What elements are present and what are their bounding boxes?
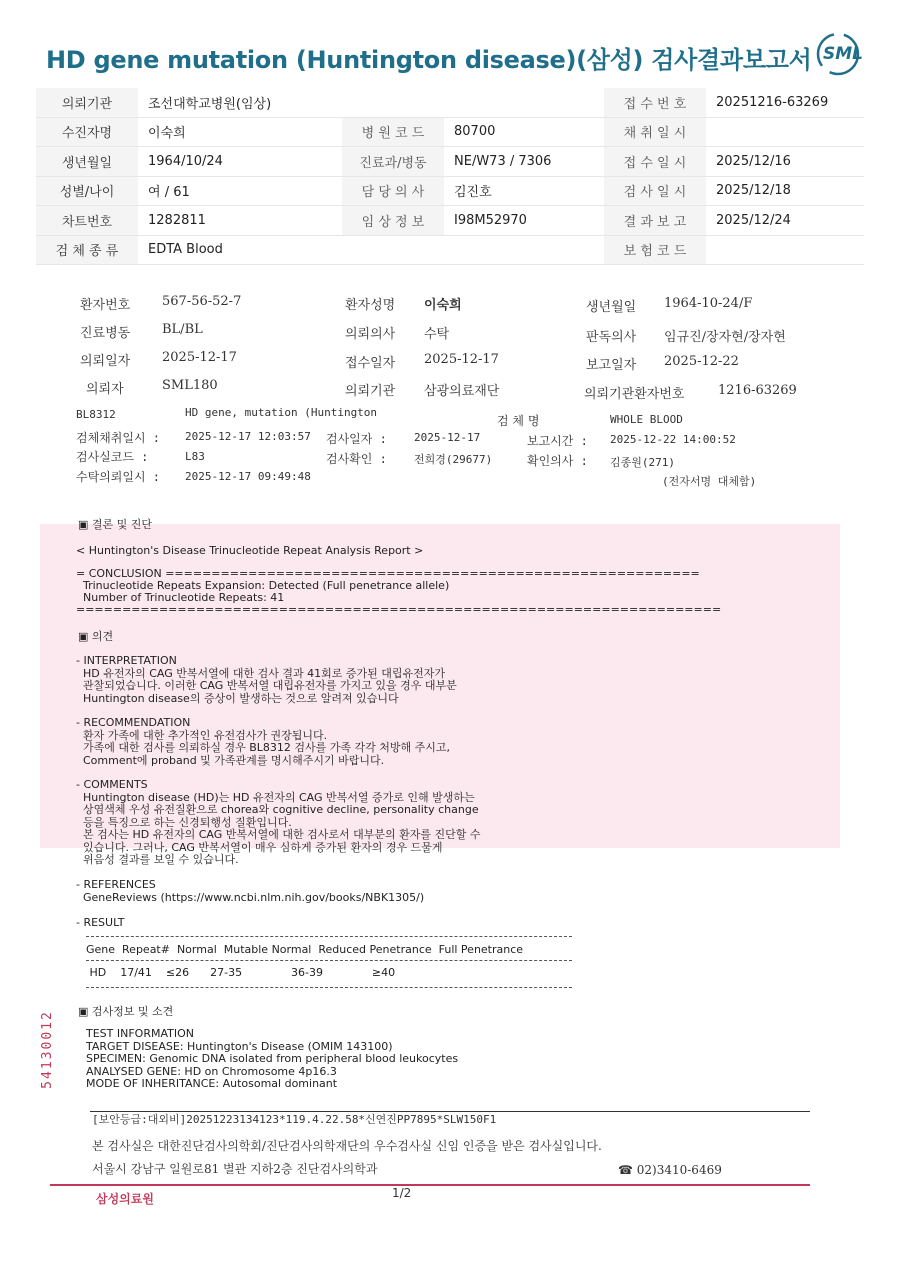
info-label [342,235,444,265]
info-row [36,117,864,147]
req-org-label: 의뢰기관 [345,384,396,399]
logo-text: SML [823,44,863,64]
hospital-name: 삼성의료원 [96,1192,154,1206]
test-date-label: 검사일자 : [326,432,387,446]
dob-label: 생년월일 [586,300,637,315]
room: L83 [185,450,205,463]
info-table [36,88,864,265]
info-label: 접 수 번 호 [604,88,706,117]
info-label [342,88,444,117]
info-label: 임 상 정 보 [342,206,444,236]
req-org: 삼광의료재단 [424,384,500,399]
info-row [36,235,864,265]
info-label: 생년월일 [36,147,138,177]
info-value: 80700 [444,117,604,147]
info-value: I98M52970 [444,206,604,236]
outsource: 2025-12-17 09:49:48 [185,470,311,483]
info-value: 김진호 [444,176,604,206]
info-label: 의뢰기관 [36,88,138,117]
report-subtitle: < Huntington's Disease Trinucleotide Repeat Analysis Report > [76,544,424,557]
info-value: EDTA Blood [138,235,342,265]
outsource-label: 수탁의뢰일시 : [76,470,161,484]
info-value: 여 / 61 [138,176,342,206]
collect-label: 검체채취일시 : [76,431,161,445]
result-rule-mid [86,960,572,961]
info-value: NE/W73 / 7306 [444,147,604,177]
info-row [36,147,864,177]
info-label: 검 체 종 류 [36,235,138,265]
patient-name: 이숙희 [424,298,462,313]
info-value: 2025/12/24 [706,206,864,236]
req-date: 2025-12-17 [162,350,237,365]
room-label: 검사실코드 : [76,450,149,464]
info-label: 수진자명 [36,117,138,147]
info-label: 담 당 의 사 [342,176,444,206]
rcv-date-label: 접수일자 [345,356,396,371]
info-label: 보 험 코 드 [604,235,706,265]
org-patient-no-label: 의뢰기관환자번호 [584,387,685,402]
result-header: Gene Repeat# Normal Mutable Normal Reduced Penetrance Full Penetrance [86,943,524,956]
confirm-doc: 김종원(271) [610,456,675,469]
section-conclusion-heading: ▣ 결론 및 진단 [78,518,153,531]
rpt-date: 2025-12-22 [664,354,739,369]
info-value: 1282811 [138,206,342,236]
info-row [36,176,864,206]
rpt-date-label: 보고일자 [586,358,637,373]
info-value [444,235,604,265]
specimen: WHOLE BLOOD [610,413,683,426]
info-value: 조선대학교병원(임상) [138,88,342,117]
specimen-label: 검 체 명 [497,414,540,428]
info-value [706,117,864,147]
certification-text: 본 검사실은 대한진단검사의학회/진단검사의학재단의 우수검사실 신임 인증을 받은 검사실입니다. [92,1139,602,1153]
confirm: 전희경(29677) [414,453,493,466]
info-label: 차트번호 [36,206,138,236]
result-rule-bottom [86,987,572,988]
vertical-barcode-number: 54130012 [39,1010,55,1089]
info-value [444,88,604,117]
report-time-label: 보고시간 : [527,434,588,448]
report-time: 2025-12-22 14:00:52 [610,433,736,446]
ward: BL/BL [162,322,203,337]
info-value: 2025/12/18 [706,176,864,206]
req-date-label: 의뢰일자 [80,354,131,369]
test-date: 2025-12-17 [414,431,481,444]
rcv-date: 2025-12-17 [424,352,499,367]
section-testinfo-heading: ▣ 검사정보 및 소견 [78,1005,174,1018]
test-code: BL8312 [76,408,116,421]
confirm-doc-label: 확인의사 : [527,454,588,468]
security-line: [보안등급:대외비]20251223134123*119.4.22.58*신연진PP7895*SLW150F1 [92,1113,497,1126]
info-label: 진료과/병동 [342,147,444,177]
test-info-block: TEST INFORMATION TARGET DISEASE: Huntington's Disease (OMIM 143100) SPECIMEN: Genomic DNA isolated from peripheral blood leukocytes ANALYSED GENE: HD on Chromosome 4p16.3 MODE OF INHERITANCE: Autosomal dominant [86,1027,459,1090]
patient-name-label: 환자성명 [345,298,396,313]
dob: 1964-10-24/F [664,296,753,311]
patient-no: 567-56-52-7 [162,294,242,309]
info-row [36,206,864,236]
info-value: 2025/12/16 [706,147,864,177]
org-patient-no: 1216-63269 [718,383,797,398]
page-number: 1/2 [392,1186,412,1200]
info-value: 이숙희 [138,117,342,147]
requester: SML180 [162,378,218,393]
ward-label: 진료병동 [80,326,131,341]
info-value: 1964/10/24 [138,147,342,177]
info-value: 20251216-63269 [706,88,864,117]
req-doctor-label: 의뢰의사 [345,327,396,342]
test-name: HD gene, mutation (Huntington [185,406,378,419]
report-title: HD gene mutation (Huntington disease)(삼성) 검사결과보고서 [46,46,812,74]
info-label: 결 과 보 고 [604,206,706,236]
result-rule-top [86,936,572,937]
phone-text: ☎ 02)3410-6469 [618,1163,722,1177]
conclusion-block: = CONCLUSION ========================================================== Trinucleotide Repeats Expansion: Detected (Full penetrance allele) Number of Trinucleotide Repeats: 41 ====================================================================== [76,567,722,616]
recommendation-block: - RECOMMENDATION 환자 가족에 대한 추가적인 유전검사가 권장됩니다. 가족에 대한 검사를 의뢰하실 경우 BL8312 검사를 가족 각각 처방해 주시고, Comment에 proband 및 가족관계를 명시해주시기 바랍니다. [76,716,451,767]
result-row: HD 17/41 ≤26 27-35 36-39 ≥40 [86,966,396,979]
info-label: 병 원 코 드 [342,117,444,147]
collect: 2025-12-17 12:03:57 [185,430,311,443]
info-label: 접 수 일 시 [604,147,706,177]
info-value [706,235,864,265]
interpretation-block: - INTERPRETATION HD 유전자의 CAG 반복서열에 대한 검사 결과 41회로 증가된 대립유전자가 관찰되었습니다. 이러한 CAG 반복서열 대립유전자를 가지고 있을 경우 대부분 Huntington disease의 증상이 발생하는 것으로 알려져 있습니다 [76,654,457,705]
footer-red-rule [50,1184,810,1186]
info-label: 성별/나이 [36,176,138,206]
comments-block: - COMMENTS Huntington disease (HD)는 HD 유전자의 CAG 반복서열 증가로 인해 발생하는 상염색체 우성 유전질환으로 chorea와 cognitive decline, personality change 등을 특징으로 하는 신경퇴행성 질환입니다. 본 검사는 HD 유전자의 CAG 반복서열에 대한 검사로서 대부분의 환자를 진단할 수 있습니다. 그러나, CAG 반복서열이 매우 심하게 증가된 환자의 경우 드물게 위음성 결과를 보일 수 있습니다. [76,778,481,866]
info-label: 채 취 일 시 [604,117,706,147]
info-label: 검 사 일 시 [604,176,706,206]
reader: 임규진/장자현/장자현 [664,330,786,345]
references-block: - REFERENCES GeneReviews (https://www.ncbi.nlm.nih.gov/books/NBK1305/) [76,878,425,904]
req-doctor: 수탁 [424,327,450,342]
reader-label: 판독의사 [586,330,637,345]
section-opinion-heading: ▣ 의견 [78,630,114,643]
requester-label: 의뢰자 [86,382,124,397]
esign-note: (전자서명 대체함) [662,475,757,488]
info-row [36,88,864,117]
address-text: 서울시 강남구 일원로81 별관 지하2층 진단검사의학과 [92,1162,378,1176]
confirm-label: 검사확인 : [326,452,387,466]
patient-no-label: 환자번호 [80,298,131,313]
result-label: - RESULT [76,916,125,929]
